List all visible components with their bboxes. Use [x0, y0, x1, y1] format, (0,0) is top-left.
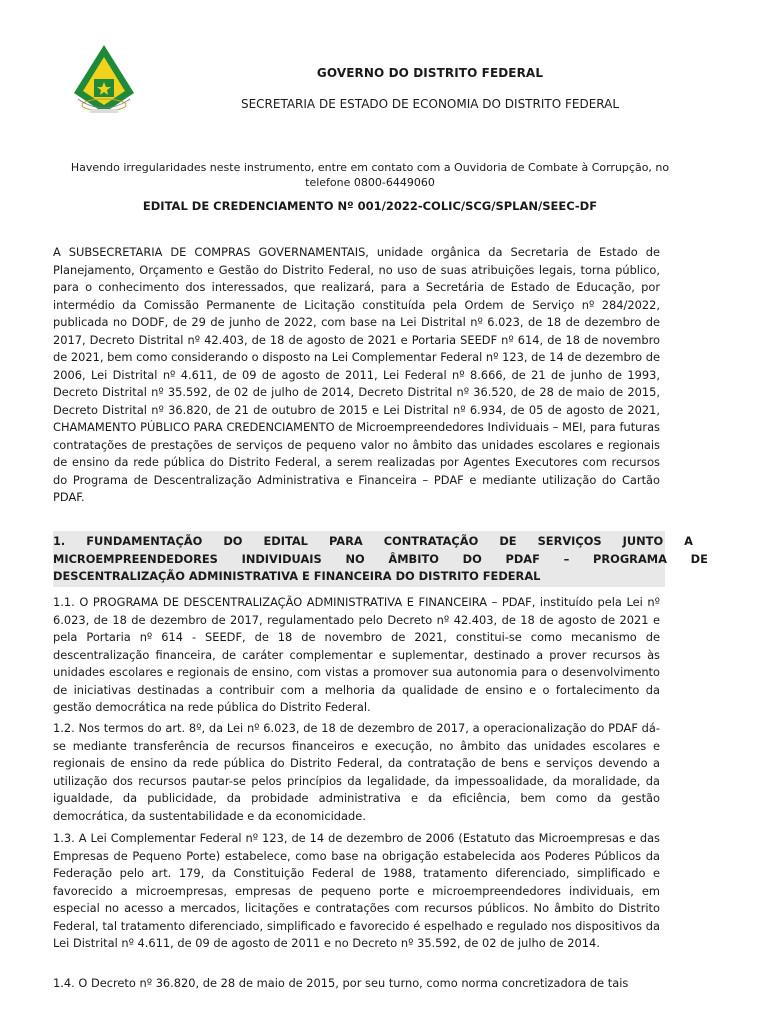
heading-word: PARA [328, 534, 363, 548]
heading-word: INDIVIDUAIS [241, 551, 322, 566]
paragraph-1-1: 1.1. O PROGRAMA DE DESCENTRALIZAÇÃO ADMINISTRATIVA E FINANCEIRA – PDAF, instituído pela Lei nº 6.023, de 18 de dezembro de 2017, regulamentado pelo Decreto nº 42.403, de 18 de agosto de 2021 e pela Portaria nº 614 - SEEDF, de 18 de novembro de 2021, constitui-se como mecanismo de descentralização financeira, de caráter complementar e suplementar, destinado a prover recursos às unidades escolares e regionais de ensino, com vistas a promover sua autonomia para o desenvolvimento de iniciativas destinadas a contribuir com a melhoria da qualidade de ensino e o fortalecimento da gestão democrática na rede pública do Distrito Federal. [53, 595, 660, 714]
secretariat-title: SECRETARIA DE ESTADO DE ECONOMIA DO DISTRITO FEDERAL [240, 97, 620, 111]
heading-word: ÂMBITO [388, 551, 439, 566]
heading-word: MICROEMPREENDEDORES [53, 551, 218, 566]
section-1-heading-line-3: DESCENTRALIZAÇÃO ADMINISTRATIVA E FINANCEIRA DO DISTRITO FEDERAL [53, 569, 541, 583]
heading-word: DO [462, 551, 482, 566]
brasao-df-icon [70, 43, 138, 123]
paragraph-1-4: 1.4. O Decreto nº 36.820, de 28 de maio de 2015, por seu turno, como norma concretizadora de tais [53, 976, 629, 990]
intro-paragraph: A SUBSECRETARIA DE COMPRAS GOVERNAMENTAIS, unidade orgânica da Secretaria de Estado de Planejamento, Orçamento e Gestão do Distrito Federal, no uso de suas atribuições legais, torna público, para o conhecimento dos interessados, que realizará, para a Secretária de Estado de Educação, por intermédio da Comissão Permanente de Licitação constituída pela Ordem de Serviço nº 284/2022, publicada no DODF, de 29 de junho de 2022, com base na Lei Distrital nº 6.023, de 18 de dezembro de 2017, Decreto Distrital nº 42.403, de 18 de agosto de 2021 e Portaria SEEDF nº 614, de 18 de novembro de 2021, bem como considerando o disposto na Lei Complementar Federal nº 123, de 14 de dezembro de 2006, Lei Distrital nº 4.611, de 09 de agosto de 2011, Lei Federal nº 8.666, de 21 de junho de 1993, Decreto Distrital nº 35.592, de 02 de julho de 2014, Decreto Distrital nº 36.520, de 28 de maio de 2015, Decreto Distrital nº 36.820, de 21 de outubro de 2015 e Lei Distrital nº 6.934, de 05 de agosto de 2021, CHAMAMENTO PÚBLICO PARA CREDENCIAMENTO de Microempreendedores Individuais – MEI, para futuras contratações de prestações de serviços de pequeno valor no âmbito das unidades escolares e regionais de ensino da rede pública do Distrito Federal, a serem realizadas por Agentes Executores com recursos do Programa de Descentralização Administrativa e Financeira – PDAF e mediante utilização do Cartão PDAF. [53, 245, 660, 504]
heading-word: SERVIÇOS [537, 534, 602, 548]
heading-word: DE [690, 551, 708, 566]
heading-word: A [684, 534, 693, 548]
section-number: 1. [53, 534, 66, 548]
heading-word: NO [345, 551, 365, 566]
corruption-notice: Havendo irregularidades neste instrumento, entre em contato com a Ouvidoria de Combate à Corrupção, no telefone 0800-6449060 [70, 161, 670, 189]
heading-word: PROGRAMA [593, 551, 667, 566]
section-1-heading [53, 531, 708, 587]
heading-word: DE [499, 534, 517, 548]
heading-word: JUNTO [622, 534, 664, 548]
paragraph-1-3: 1.3. A Lei Complementar Federal nº 123, de 14 de dezembro de 2006 (Estatuto das Microempresas e das Empresas de Pequeno Porte) estabelece, como base na obrigação estabelecida aos Poderes Públicos da Federação pelo art. 179, da Constituição Federal de 1988, tratamento diferenciado, simplificado e favorecido a microempresas, empresas de pequeno porte e microempreendedores individuais, em especial no acesso a mercados, licitações e contratações com recursos públicos. No âmbito do Distrito Federal, tal tratamento diferenciado, simplificado e favorecido é espelhado e regulado nos dispositivos da Lei Distrital nº 4.611, de 09 de agosto de 2011 e no Decreto nº 35.592, de 02 de julho de 2014. [53, 831, 660, 950]
paragraph-1-2: 1.2. Nos termos do art. 8º, da Lei nº 6.023, de 18 de dezembro de 2017, a operacionalização do PDAF dá-se mediante transferência de recursos financeiros e execução, no âmbito das unidades escolares e regionais de ensino da rede pública do Distrito Federal, da contratação de bens e serviços devendo a utilização dos recursos pautar-se pelos princípios da legalidade, da impessoalidade, da moralidade, da igualdade, da publicidade, da probidade administrativa e da eficiência, bem como da gestão democrática, da sustentabilidade e da economicidade. [53, 721, 660, 823]
edital-title: EDITAL DE CREDENCIAMENTO Nº 001/2022-COLIC/SCG/SPLAN/SEEC-DF [142, 199, 598, 213]
government-title: GOVERNO DO DISTRITO FEDERAL [316, 66, 544, 80]
section-1-heading-line-2 [53, 551, 708, 569]
heading-word: EDITAL [263, 534, 308, 548]
heading-word: FUNDAMENTAÇÃO [86, 534, 203, 548]
section-1-heading-line-1 [53, 533, 693, 551]
heading-word: DO [223, 534, 243, 548]
heading-word: – [563, 551, 570, 566]
heading-word: PDAF [505, 551, 540, 566]
heading-word: CONTRATAÇÃO [383, 534, 479, 548]
